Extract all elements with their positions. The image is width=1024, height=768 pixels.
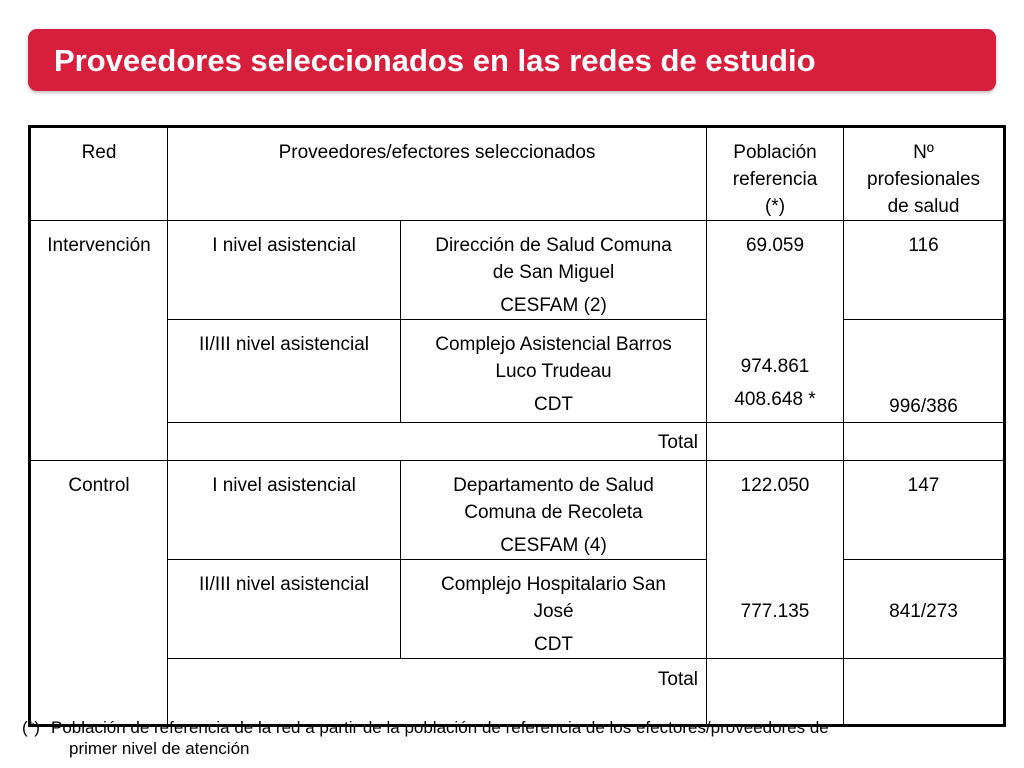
efector-cell	[401, 221, 707, 320]
nivel-label: I nivel asistencial	[168, 221, 401, 320]
red-intervencion: Intervención	[30, 221, 168, 461]
total-profesionales	[844, 659, 1005, 726]
efector-line-2: Comuna de Recoleta	[464, 502, 643, 523]
cdt-label: CDT	[533, 394, 574, 415]
total-poblacion	[707, 423, 844, 461]
table-row	[30, 320, 1005, 423]
profesionales-value: 996/386	[844, 320, 1005, 423]
efector-line-2: José	[533, 601, 574, 622]
header-poblacion-line-1: Población	[733, 142, 817, 163]
red-control: Control	[30, 461, 168, 726]
profesionales-value: 841/273	[844, 560, 1005, 659]
footnote-text	[22, 717, 1012, 759]
efector-line-1: Complejo Hospitalario San	[441, 574, 666, 595]
title-bar	[28, 29, 996, 91]
cesfam-label: CESFAM (4)	[500, 535, 607, 556]
poblacion-value: 69.059	[707, 221, 844, 320]
cesfam-label: CESFAM (2)	[500, 295, 607, 316]
footnote-mark: (*)	[22, 718, 40, 737]
efector-cell	[401, 560, 707, 659]
cdt-label: CDT	[533, 634, 574, 655]
nivel-label: II/III nivel asistencial	[168, 560, 401, 659]
total-poblacion	[707, 659, 844, 726]
efector-cell	[401, 461, 707, 560]
efector-line-1: Departamento de Salud	[453, 475, 654, 496]
total-row	[30, 659, 1005, 726]
page-title: Proveedores seleccionados en las redes de estudio	[54, 43, 816, 78]
efector-line-1: Dirección de Salud Comuna	[435, 235, 672, 256]
poblacion-value-cell	[707, 320, 844, 423]
header-proveedores: Proveedores/efectores seleccionados	[168, 127, 707, 221]
total-label: Total	[168, 659, 707, 726]
table-header-row	[30, 127, 1005, 221]
efector-cell	[401, 320, 707, 423]
efector-line-1: Complejo Asistencial Barros	[435, 334, 672, 355]
header-profesionales-line-3: de salud	[887, 196, 960, 217]
table-row	[30, 461, 1005, 560]
header-profesionales	[844, 127, 1005, 221]
profesionales-value: 116	[844, 221, 1005, 320]
footnote	[22, 717, 1012, 759]
header-poblacion-line-2: referencia	[732, 169, 818, 190]
header-poblacion-line-3: (*)	[764, 196, 786, 217]
table-row	[30, 221, 1005, 320]
footnote-line-2: primer nivel de atención	[69, 739, 250, 758]
nivel-label: II/III nivel asistencial	[168, 320, 401, 423]
header-profesionales-line-1: Nº	[913, 142, 934, 163]
table-row	[30, 560, 1005, 659]
nivel-label: I nivel asistencial	[168, 461, 401, 560]
poblacion-value: 974.861	[740, 355, 810, 377]
header-profesionales-line-2: profesionales	[867, 169, 981, 190]
total-profesionales	[844, 423, 1005, 461]
header-red: Red	[30, 127, 168, 221]
efector-line-2: de San Miguel	[492, 262, 615, 283]
total-label: Total	[168, 423, 707, 461]
total-row	[30, 423, 1005, 461]
poblacion-value: 122.050	[707, 461, 844, 560]
footnote-line-1: Población de referencia de la red a partir de la población de referencia de los efectores/proveedores de	[51, 718, 829, 737]
profesionales-value: 147	[844, 461, 1005, 560]
header-poblacion	[707, 127, 844, 221]
poblacion-value-secondary: 408.648 *	[734, 388, 816, 410]
poblacion-value: 777.135	[707, 560, 844, 659]
providers-table	[28, 125, 1006, 727]
efector-line-2: Luco Trudeau	[495, 361, 612, 382]
